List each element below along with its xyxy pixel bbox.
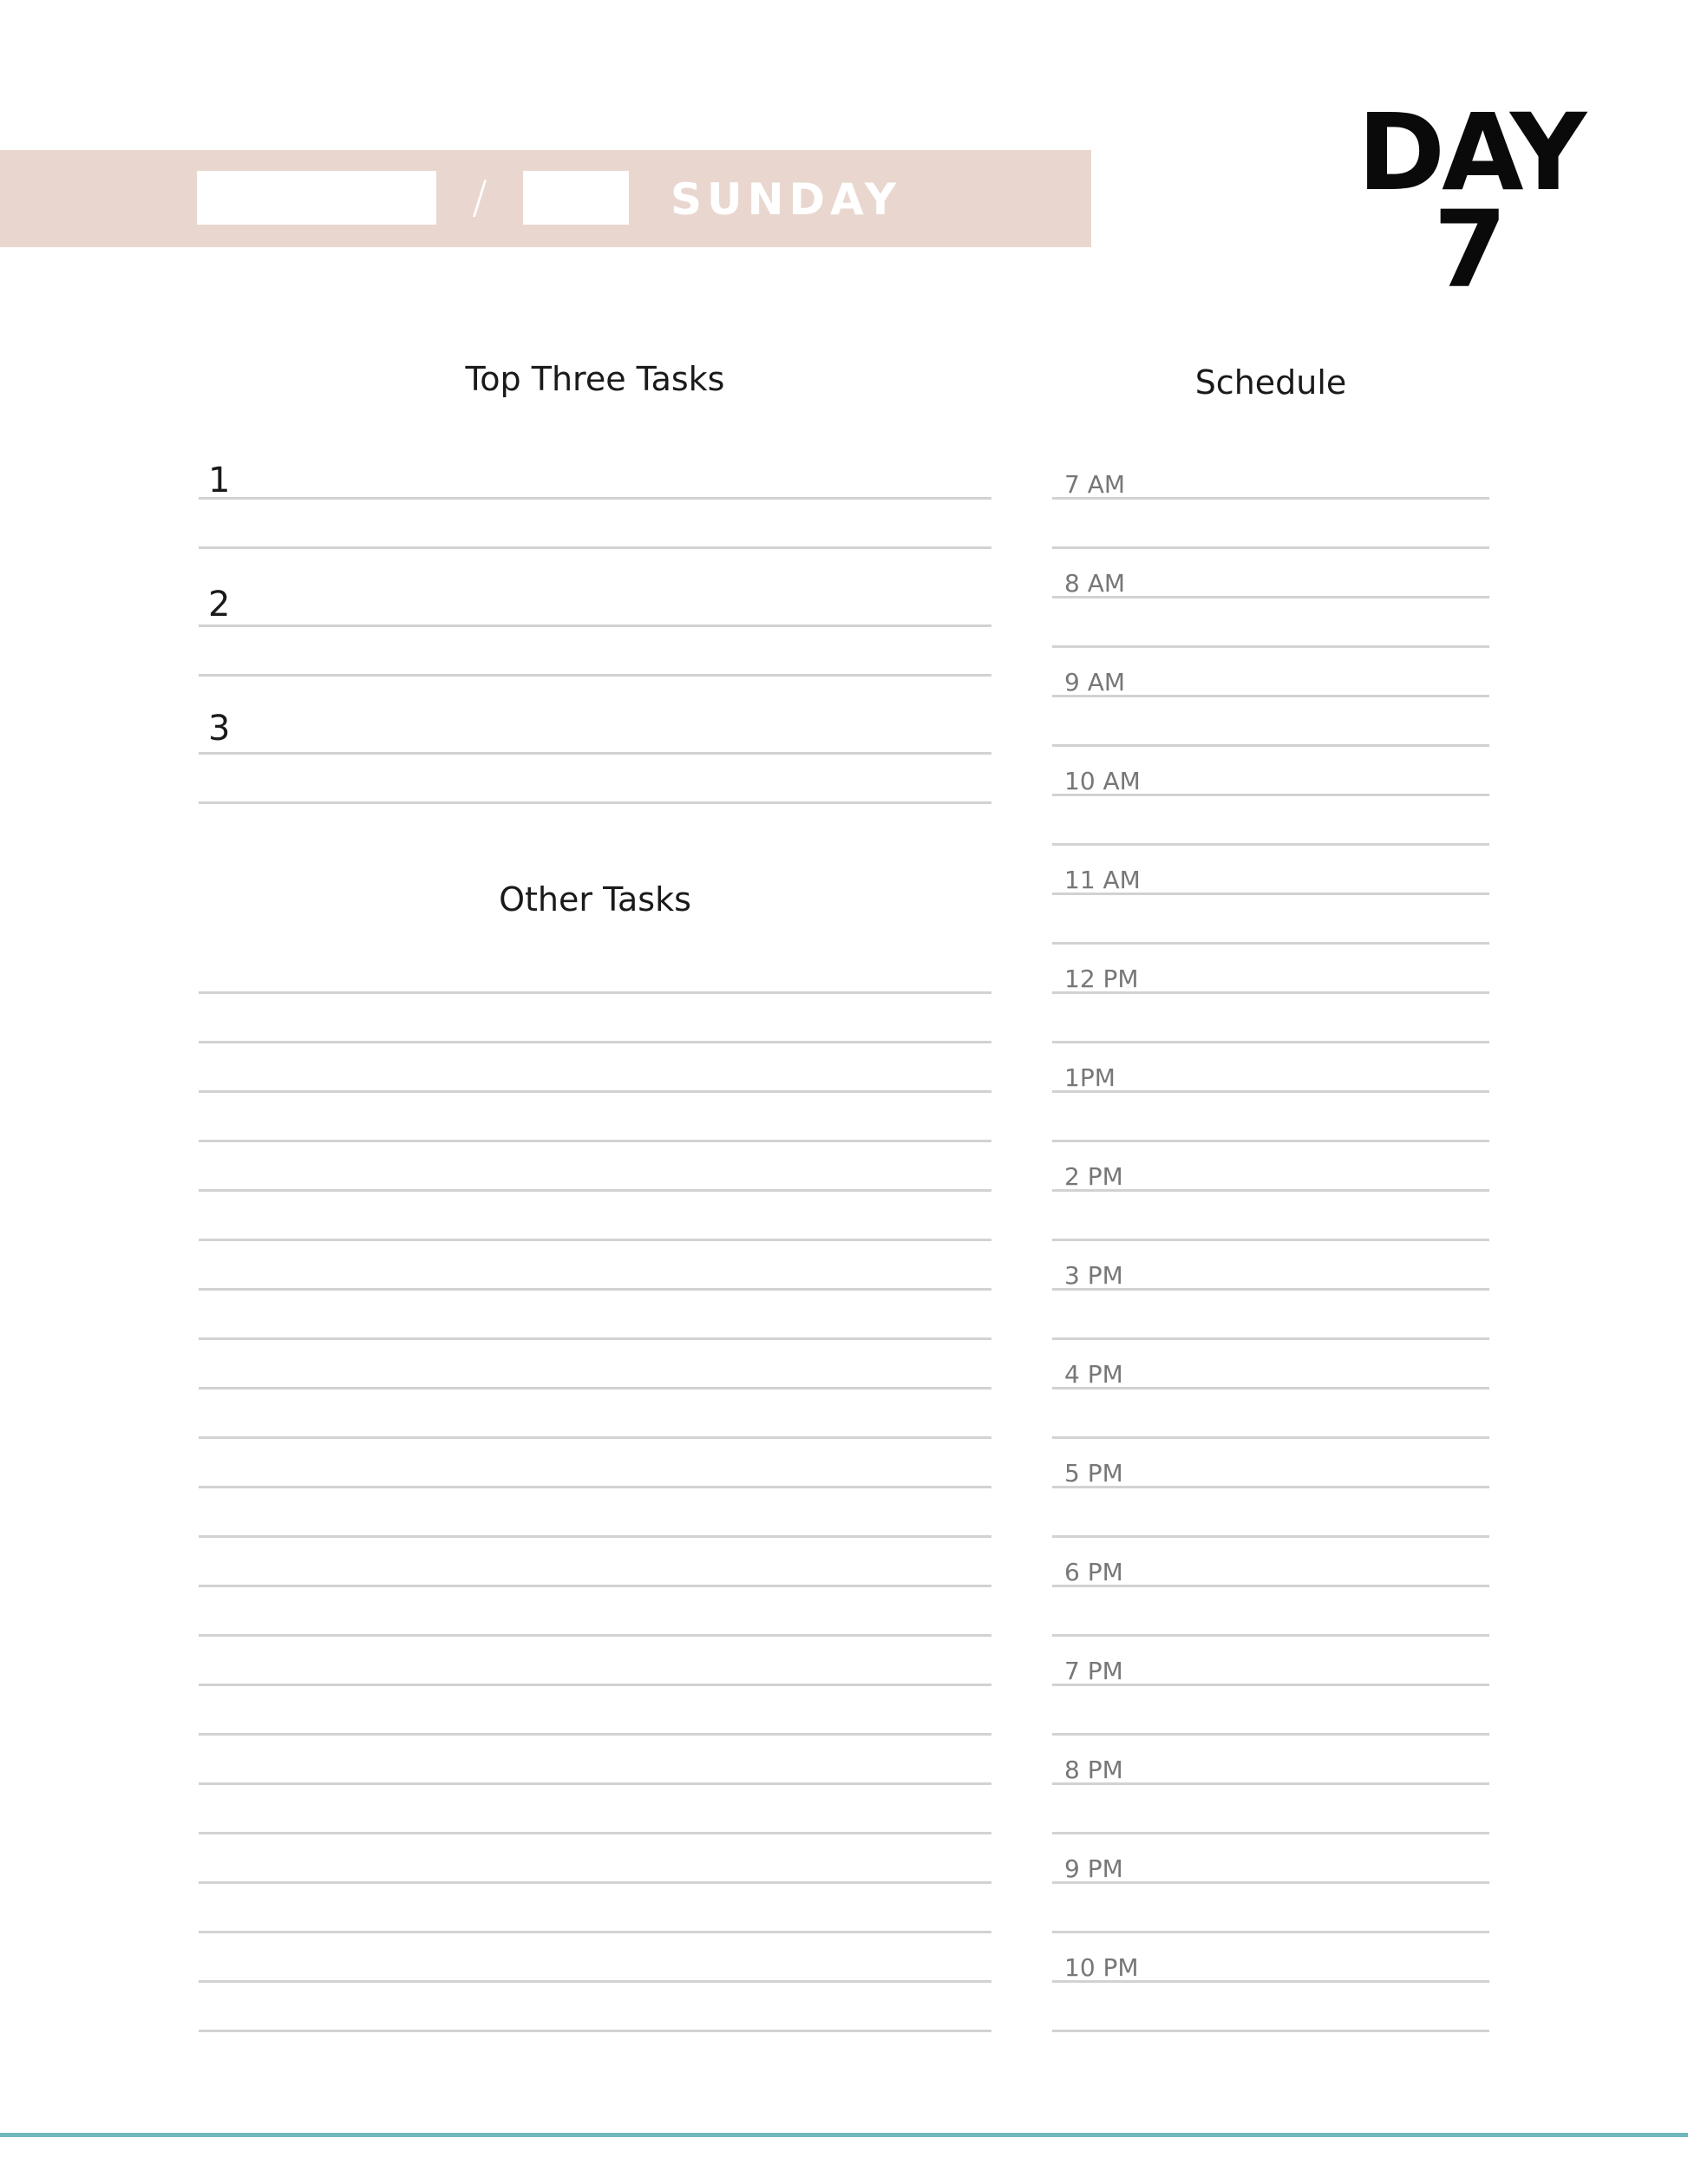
other-task-line[interactable] xyxy=(199,1140,991,1142)
schedule-slot-line[interactable] xyxy=(1052,546,1489,549)
schedule-time-label: 6 PM xyxy=(1064,1558,1123,1586)
other-task-line[interactable] xyxy=(199,1832,991,1834)
top-three-tasks-heading: Top Three Tasks xyxy=(465,360,725,398)
schedule-slot-line[interactable] xyxy=(1052,645,1489,648)
other-task-line[interactable] xyxy=(199,1634,991,1637)
footer-accent-line xyxy=(0,2133,1688,2137)
schedule-slot-line[interactable] xyxy=(1052,1733,1489,1736)
schedule-slot-line[interactable] xyxy=(1052,1881,1489,1884)
schedule-slot-line[interactable] xyxy=(1052,1189,1489,1192)
schedule-slot-line[interactable] xyxy=(1052,1090,1489,1093)
top-task-number: 3 xyxy=(208,709,231,749)
schedule-time-label: 8 AM xyxy=(1064,569,1126,598)
schedule-slot-line[interactable] xyxy=(1052,1782,1489,1785)
schedule-time-label: 7 PM xyxy=(1064,1657,1123,1685)
month-field[interactable] xyxy=(197,171,436,225)
schedule-slot-line[interactable] xyxy=(1052,794,1489,796)
schedule-time-label: 12 PM xyxy=(1064,964,1139,993)
other-task-line[interactable] xyxy=(199,1436,991,1439)
top-task-line[interactable] xyxy=(199,624,991,627)
other-task-line[interactable] xyxy=(199,1288,991,1291)
schedule-time-label: 1PM xyxy=(1064,1063,1116,1092)
schedule-slot-line[interactable] xyxy=(1052,1585,1489,1587)
schedule-slot-line[interactable] xyxy=(1052,695,1489,697)
other-task-line[interactable] xyxy=(199,1090,991,1093)
date-separator: / xyxy=(472,172,487,224)
weekday-label: SUNDAY xyxy=(671,174,902,225)
schedule-slot-line[interactable] xyxy=(1052,1832,1489,1834)
other-task-line[interactable] xyxy=(199,1535,991,1538)
schedule-time-label: 3 PM xyxy=(1064,1261,1123,1290)
top-task-line[interactable] xyxy=(199,546,991,549)
top-task-number: 2 xyxy=(208,585,231,624)
schedule-time-label: 10 AM xyxy=(1064,767,1141,795)
other-task-line[interactable] xyxy=(199,1486,991,1488)
schedule-slot-line[interactable] xyxy=(1052,2030,1489,2032)
day-badge-word: DAY xyxy=(1357,91,1584,214)
schedule-slot-line[interactable] xyxy=(1052,1980,1489,1983)
other-task-line[interactable] xyxy=(199,991,991,994)
other-task-line[interactable] xyxy=(199,1980,991,1983)
day-badge-number: 7 xyxy=(1433,188,1508,311)
schedule-slot-line[interactable] xyxy=(1052,1387,1489,1390)
schedule-time-label: 9 PM xyxy=(1064,1854,1123,1883)
other-task-line[interactable] xyxy=(199,1585,991,1587)
other-task-line[interactable] xyxy=(199,1733,991,1736)
schedule-time-label: 9 AM xyxy=(1064,668,1126,696)
schedule-slot-line[interactable] xyxy=(1052,893,1489,895)
schedule-heading: Schedule xyxy=(1194,363,1347,402)
other-task-line[interactable] xyxy=(199,1041,991,1043)
other-task-line[interactable] xyxy=(199,1782,991,1785)
day-field[interactable] xyxy=(523,171,629,225)
schedule-slot-line[interactable] xyxy=(1052,1535,1489,1538)
other-task-line[interactable] xyxy=(199,1337,991,1340)
schedule-slot-line[interactable] xyxy=(1052,1239,1489,1241)
date-header-band xyxy=(0,150,1091,247)
schedule-slot-line[interactable] xyxy=(1052,1684,1489,1686)
other-task-line[interactable] xyxy=(199,1931,991,1933)
other-task-line[interactable] xyxy=(199,1189,991,1192)
schedule-time-label: 4 PM xyxy=(1064,1360,1123,1389)
top-task-line[interactable] xyxy=(199,674,991,677)
schedule-slot-line[interactable] xyxy=(1052,1931,1489,1933)
schedule-slot-line[interactable] xyxy=(1052,942,1489,945)
schedule-slot-line[interactable] xyxy=(1052,1634,1489,1637)
schedule-slot-line[interactable] xyxy=(1052,1436,1489,1439)
other-task-line[interactable] xyxy=(199,1684,991,1686)
top-task-number: 1 xyxy=(208,461,231,500)
schedule-time-label: 5 PM xyxy=(1064,1459,1123,1488)
schedule-slot-line[interactable] xyxy=(1052,843,1489,846)
schedule-time-label: 2 PM xyxy=(1064,1162,1123,1191)
schedule-slot-line[interactable] xyxy=(1052,1337,1489,1340)
schedule-slot-line[interactable] xyxy=(1052,991,1489,994)
schedule-time-label: 10 PM xyxy=(1064,1953,1139,1982)
schedule-slot-line[interactable] xyxy=(1052,497,1489,500)
other-tasks-heading: Other Tasks xyxy=(499,880,691,919)
schedule-slot-line[interactable] xyxy=(1052,1140,1489,1142)
top-task-line[interactable] xyxy=(199,497,991,500)
schedule-slot-line[interactable] xyxy=(1052,596,1489,598)
schedule-slot-line[interactable] xyxy=(1052,744,1489,747)
other-task-line[interactable] xyxy=(199,2030,991,2032)
schedule-time-label: 7 AM xyxy=(1064,470,1126,499)
other-task-line[interactable] xyxy=(199,1881,991,1884)
other-task-line[interactable] xyxy=(199,1387,991,1390)
schedule-slot-line[interactable] xyxy=(1052,1486,1489,1488)
schedule-slot-line[interactable] xyxy=(1052,1041,1489,1043)
schedule-slot-line[interactable] xyxy=(1052,1288,1489,1291)
schedule-time-label: 11 AM xyxy=(1064,866,1141,894)
top-task-line[interactable] xyxy=(199,752,991,755)
schedule-time-label: 8 PM xyxy=(1064,1756,1123,1784)
top-task-line[interactable] xyxy=(199,801,991,804)
other-task-line[interactable] xyxy=(199,1239,991,1241)
